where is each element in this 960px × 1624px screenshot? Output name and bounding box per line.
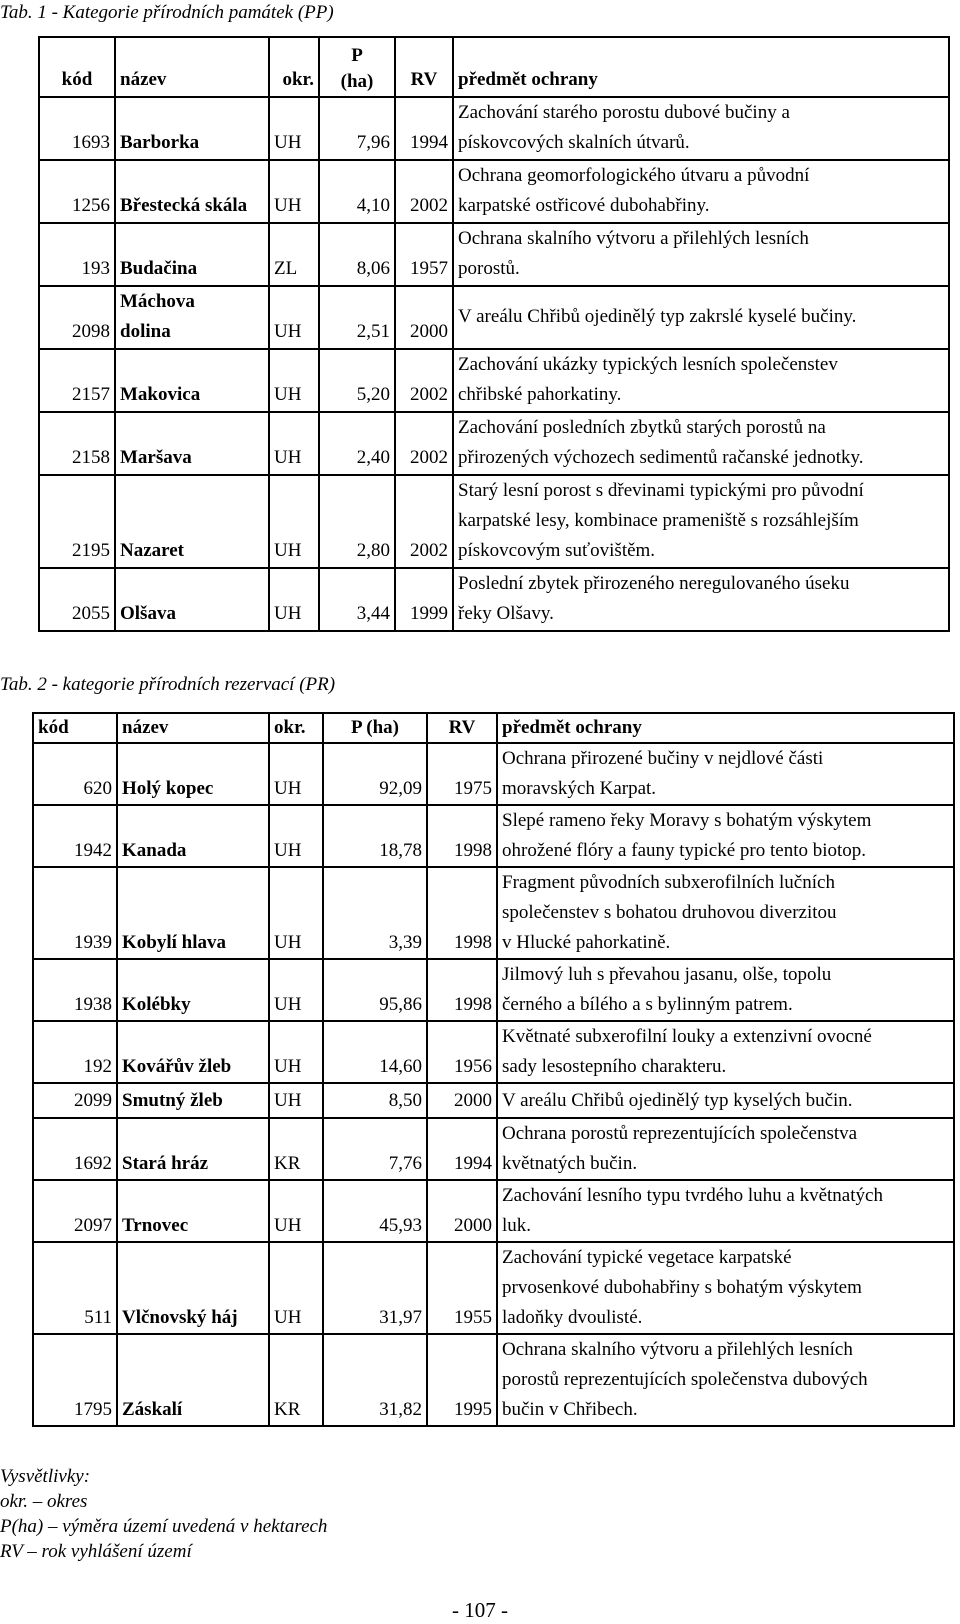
- table-row: [39, 475, 949, 568]
- table-row: [33, 805, 954, 867]
- cell-kod: 1795: [33, 1334, 117, 1426]
- cell-predmet: V areálu Chřibů ojedinělý typ kyselých bučin.: [497, 1083, 954, 1118]
- cell-kod: 2098: [39, 286, 115, 349]
- cell-rv: 1998: [427, 959, 497, 1021]
- cell-predmet: Květnaté subxerofilní louky a extenzivní ovocné sady lesostepního charakteru.: [497, 1021, 954, 1083]
- legend-item: P(ha) – výměra území uvedená v hektarech: [0, 1516, 328, 1537]
- cell-kod: 193: [39, 223, 115, 286]
- cell-kod: 2097: [33, 1180, 117, 1242]
- cell-nazev: Záskalí: [117, 1334, 269, 1426]
- cell-p: 45,93: [323, 1180, 427, 1242]
- header-predmet: předmět ochrany: [497, 713, 954, 743]
- cell-kod: 2195: [39, 475, 115, 568]
- cell-p: 7,76: [323, 1118, 427, 1180]
- table-row: [33, 1021, 954, 1083]
- cell-predmet: V areálu Chřibů ojedinělý typ zakrslé kyselé bučiny.: [453, 286, 949, 349]
- header-p-top: P: [351, 45, 363, 66]
- cell-p: 4,10: [319, 160, 395, 223]
- cell-nazev: Kanada: [117, 805, 269, 867]
- cell-nazev: Barborka: [115, 97, 269, 160]
- cell-nazev: Vlčnovský háj: [117, 1242, 269, 1334]
- cell-okr: UH: [269, 1021, 323, 1083]
- cell-predmet: Zachování lesního typu tvrdého luhu a květnatých luk.: [497, 1180, 954, 1242]
- cell-rv: 1956: [427, 1021, 497, 1083]
- cell-p: 7,96: [319, 97, 395, 160]
- cell-kod: 1256: [39, 160, 115, 223]
- cell-rv: 1994: [395, 97, 453, 160]
- cell-nazev: Kolébky: [117, 959, 269, 1021]
- table-row: [33, 1334, 954, 1426]
- cell-okr: UH: [269, 805, 323, 867]
- cell-predmet: Zachování ukázky typických lesních společenstev chřibské pahorkatiny.: [453, 349, 949, 412]
- cell-rv: 1998: [427, 867, 497, 959]
- header-p: P (ha): [323, 713, 427, 743]
- cell-okr: UH: [269, 412, 319, 475]
- cell-p: 18,78: [323, 805, 427, 867]
- cell-predmet: Zachování typické vegetace karpatské prvosenkové dubohabřiny s bohatým výskytem ladoňky dvoulisté.: [497, 1242, 954, 1334]
- cell-kod: 2055: [39, 568, 115, 631]
- cell-p: 8,06: [319, 223, 395, 286]
- table-header-row: [33, 713, 954, 743]
- cell-okr: UH: [269, 160, 319, 223]
- cell-predmet: Poslední zbytek přirozeného neregulovaného úseku řeky Olšavy.: [453, 568, 949, 631]
- cell-p: 2,40: [319, 412, 395, 475]
- cell-rv: 2002: [395, 475, 453, 568]
- cell-predmet: Zachování posledních zbytků starých porostů na přirozených výchozech sedimentů račanské jednotky.: [453, 412, 949, 475]
- cell-okr: UH: [269, 743, 323, 805]
- table-row: [33, 959, 954, 1021]
- cell-kod: 1939: [33, 867, 117, 959]
- header-rv: RV: [427, 713, 497, 743]
- header-nazev: název: [117, 713, 269, 743]
- table-row: [39, 568, 949, 631]
- cell-nazev: Stará hráz: [117, 1118, 269, 1180]
- cell-rv: 1957: [395, 223, 453, 286]
- cell-p: 8,50: [323, 1083, 427, 1118]
- table1-caption: Tab. 1 - Kategorie přírodních památek (PP): [0, 2, 334, 23]
- cell-p: 5,20: [319, 349, 395, 412]
- protected-monuments-table: [38, 36, 950, 632]
- cell-rv: 2000: [395, 286, 453, 349]
- cell-okr: UH: [269, 349, 319, 412]
- cell-p: 2,51: [319, 286, 395, 349]
- cell-okr: UH: [269, 1180, 323, 1242]
- header-p: [319, 37, 395, 97]
- header-predmet: předmět ochrany: [453, 37, 949, 97]
- cell-kod: 1692: [33, 1118, 117, 1180]
- cell-nazev: Kobylí hlava: [117, 867, 269, 959]
- cell-nazev: Olšava: [115, 568, 269, 631]
- cell-okr: UH: [269, 475, 319, 568]
- table-row: [39, 223, 949, 286]
- table-row: [33, 743, 954, 805]
- cell-p: 14,60: [323, 1021, 427, 1083]
- cell-rv: 1998: [427, 805, 497, 867]
- cell-okr: UH: [269, 959, 323, 1021]
- cell-p: 92,09: [323, 743, 427, 805]
- cell-rv: 2002: [395, 412, 453, 475]
- cell-kod: 620: [33, 743, 117, 805]
- table-row: [33, 1242, 954, 1334]
- cell-nazev: Trnovec: [117, 1180, 269, 1242]
- cell-nazev: Budačina: [115, 223, 269, 286]
- cell-kod: 192: [33, 1021, 117, 1083]
- table2-caption: Tab. 2 - kategorie přírodních rezervací (PR): [0, 674, 336, 695]
- table-row: [39, 160, 949, 223]
- cell-nazev: Máchova dolina: [115, 286, 269, 349]
- cell-p: 95,86: [323, 959, 427, 1021]
- cell-okr: KR: [269, 1334, 323, 1426]
- cell-nazev: Holý kopec: [117, 743, 269, 805]
- cell-predmet: Slepé rameno řeky Moravy s bohatým výskytem ohrožené flóry a fauny typické pro tento biotop.: [497, 805, 954, 867]
- cell-p: 31,97: [323, 1242, 427, 1334]
- table-row: [39, 412, 949, 475]
- header-rv: RV: [395, 37, 453, 97]
- cell-p: 3,39: [323, 867, 427, 959]
- cell-okr: KR: [269, 1118, 323, 1180]
- header-p-bottom: (ha): [340, 71, 374, 92]
- cell-rv: 2002: [395, 349, 453, 412]
- cell-nazev: Makovica: [115, 349, 269, 412]
- header-kod: kód: [33, 713, 117, 743]
- legend-title: Vysvětlivky:: [0, 1466, 91, 1487]
- cell-okr: UH: [269, 286, 319, 349]
- table-header-row: [39, 37, 949, 97]
- cell-nazev: Smutný žleb: [117, 1083, 269, 1118]
- cell-rv: 1994: [427, 1118, 497, 1180]
- cell-predmet: Ochrana přirozené bučiny v nejdlové části moravských Karpat.: [497, 743, 954, 805]
- cell-rv: 2000: [427, 1083, 497, 1118]
- cell-kod: 2158: [39, 412, 115, 475]
- cell-okr: UH: [269, 1083, 323, 1118]
- cell-rv: 2000: [427, 1180, 497, 1242]
- table-row: [39, 286, 949, 349]
- cell-okr: ZL: [269, 223, 319, 286]
- cell-kod: 2157: [39, 349, 115, 412]
- nature-reserves-table: [32, 712, 955, 1427]
- cell-kod: 1942: [33, 805, 117, 867]
- cell-nazev: Nazaret: [115, 475, 269, 568]
- header-okr: okr.: [269, 713, 323, 743]
- cell-predmet: Starý lesní porost s dřevinami typickými pro původní karpatské lesy, kombinace prameniště s rozsáhlejším pískovcovým suťovištěm.: [453, 475, 949, 568]
- table-row: [39, 97, 949, 160]
- cell-predmet: Jilmový luh s převahou jasanu, olše, topolu černého a bílého a s bylinným patrem.: [497, 959, 954, 1021]
- cell-nazev: Břestecká skála: [115, 160, 269, 223]
- cell-okr: UH: [269, 568, 319, 631]
- cell-okr: UH: [269, 1242, 323, 1334]
- cell-nazev: Maršava: [115, 412, 269, 475]
- cell-kod: 1693: [39, 97, 115, 160]
- cell-rv: 1999: [395, 568, 453, 631]
- cell-kod: 511: [33, 1242, 117, 1334]
- cell-kod: 1938: [33, 959, 117, 1021]
- cell-predmet: Ochrana geomorfologického útvaru a původní karpatské ostřicové dubohabřiny.: [453, 160, 949, 223]
- cell-okr: UH: [269, 97, 319, 160]
- legend: [0, 1464, 327, 1564]
- cell-rv: 1955: [427, 1242, 497, 1334]
- legend-item: RV – rok vyhlášení území: [0, 1541, 192, 1562]
- cell-p: 31,82: [323, 1334, 427, 1426]
- cell-predmet: Ochrana porostů reprezentujících společenstva květnatých bučin.: [497, 1118, 954, 1180]
- table-row: [39, 349, 949, 412]
- cell-rv: 1975: [427, 743, 497, 805]
- cell-nazev: Kovářův žleb: [117, 1021, 269, 1083]
- cell-rv: 2002: [395, 160, 453, 223]
- table-row: [33, 1118, 954, 1180]
- cell-predmet: Ochrana skalního výtvoru a přilehlých lesních porostů.: [453, 223, 949, 286]
- cell-p: 3,44: [319, 568, 395, 631]
- header-okr: okr.: [269, 37, 319, 97]
- legend-item: okr. – okres: [0, 1491, 88, 1512]
- cell-predmet: Zachování starého porostu dubové bučiny a pískovcových skalních útvarů.: [453, 97, 949, 160]
- header-nazev: název: [115, 37, 269, 97]
- cell-kod: 2099: [33, 1083, 117, 1118]
- cell-predmet: Ochrana skalního výtvoru a přilehlých lesních porostů reprezentujících společenstva dubových bučin v Chřibech.: [497, 1334, 954, 1426]
- table-row: [33, 1083, 954, 1118]
- cell-predmet: Fragment původních subxerofilních lučních společenstev s bohatou druhovou diverzitou v Hlucké pahorkatině.: [497, 867, 954, 959]
- cell-rv: 1995: [427, 1334, 497, 1426]
- cell-p: 2,80: [319, 475, 395, 568]
- cell-okr: UH: [269, 867, 323, 959]
- table-row: [33, 1180, 954, 1242]
- table-row: [33, 867, 954, 959]
- page-number: - 107 -: [452, 1598, 508, 1622]
- header-kod: kód: [39, 37, 115, 97]
